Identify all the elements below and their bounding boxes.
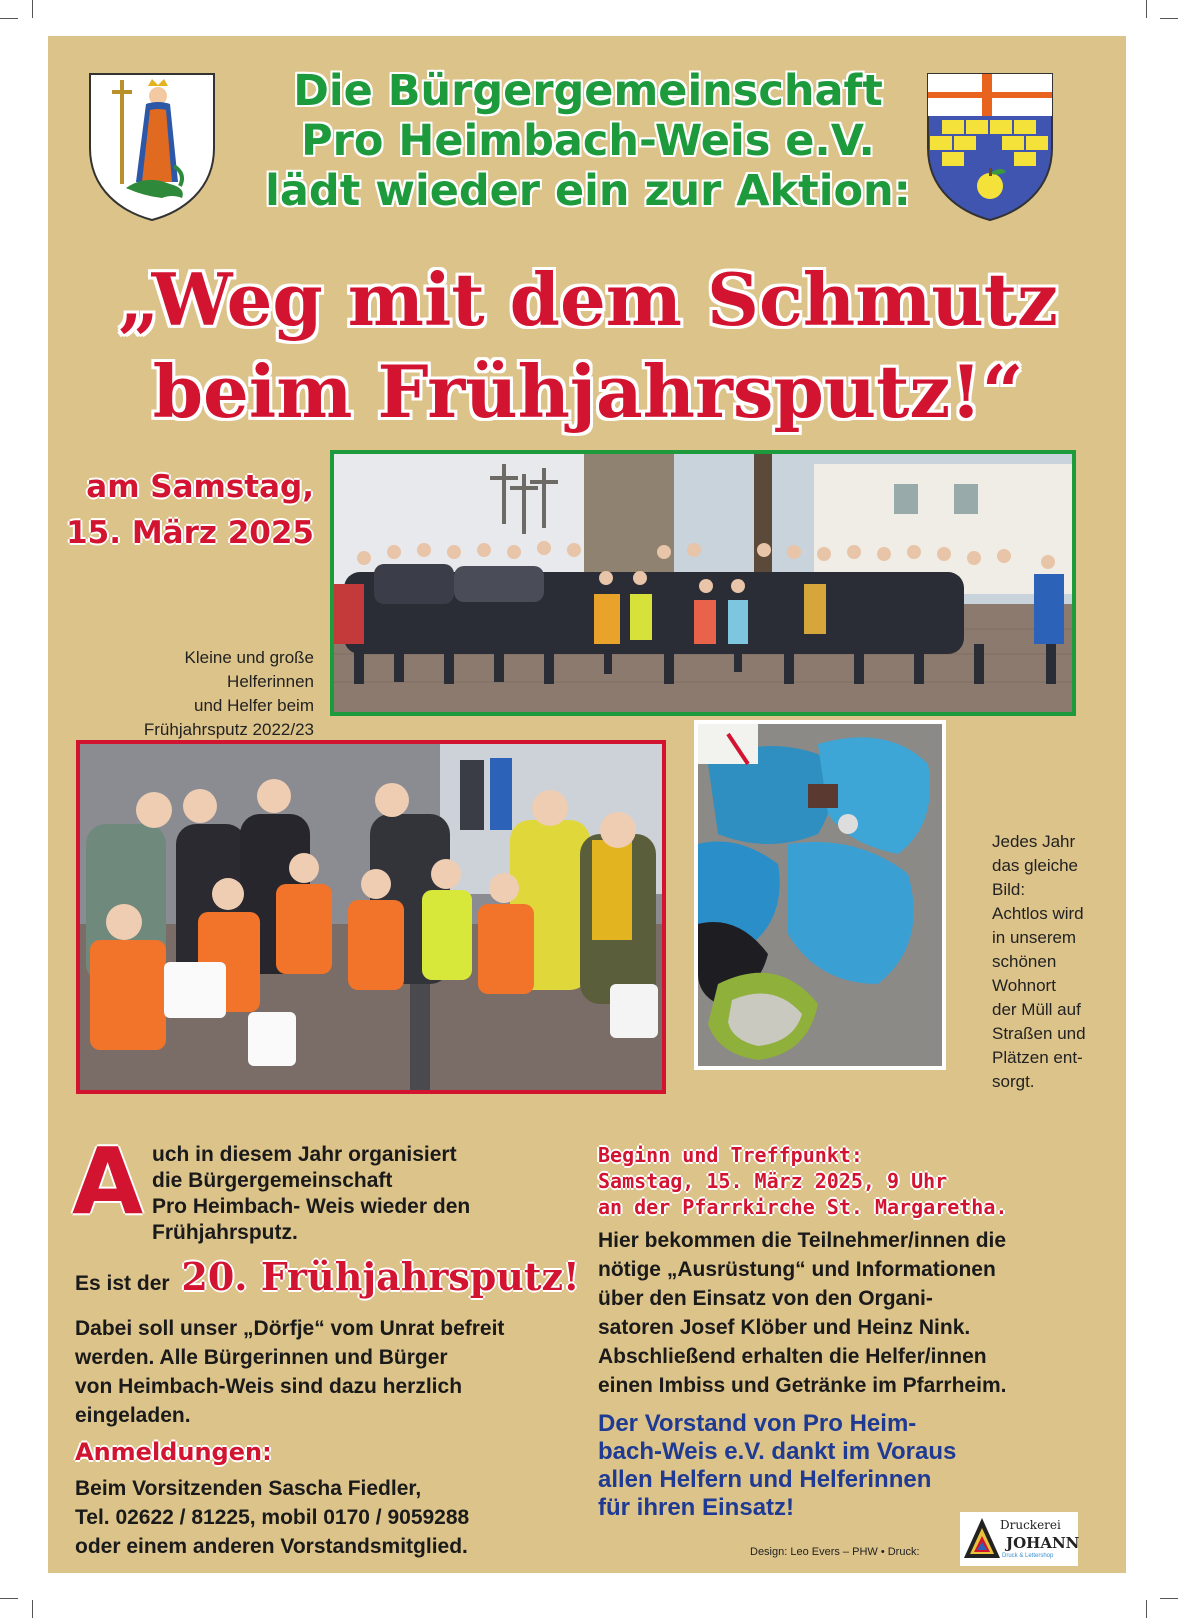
invitation-line: eingeladen.: [75, 1404, 191, 1427]
caption-line: und Helfer beim: [193, 696, 314, 715]
intro-line: die Bürgergemeinschaft: [152, 1169, 393, 1192]
invitation-line: von Heimbach-Weis sind dazu herzlich: [75, 1375, 463, 1398]
caption-line: Jedes Jahr: [992, 832, 1076, 851]
edition-highlight: 20. Frühjahrsputz!: [181, 1254, 580, 1299]
crop-mark: [32, 1600, 33, 1618]
organizer-line: Die Bürgergemeinschaft: [293, 66, 883, 116]
caption-line: Achtlos wird: [992, 904, 1084, 923]
thanks-line: Der Vorstand von Pro Heim-: [598, 1410, 917, 1437]
details-line: Hier bekommen die Teilnehmer/innen die: [598, 1229, 1007, 1252]
intro-line: Frühjahrsputz.: [152, 1221, 298, 1244]
details-line: nötige „Ausrüstung“ und Informationen: [598, 1258, 996, 1281]
group-photo-caption: [108, 646, 314, 742]
edition-prefix: Es ist der: [75, 1272, 170, 1295]
organizer-line: Pro Heimbach-Weis e.V.: [301, 116, 875, 166]
printer-name-line3: Druck & Lettershop: [1002, 1553, 1054, 1559]
thanks-line: für ihren Einsatz!: [598, 1494, 795, 1521]
caption-line: Plätzen ent-: [992, 1048, 1083, 1067]
caption-line: der Müll auf: [992, 1000, 1081, 1019]
invitation-line: Dabei soll unser „Dörfje“ vom Unrat befreit: [75, 1317, 505, 1340]
crop-mark: [0, 18, 18, 19]
printer-logo: [960, 1512, 1078, 1566]
thanks-line: bach-Weis e.V. dankt im Voraus: [598, 1438, 957, 1465]
caption-line: das gleiche: [992, 856, 1079, 875]
printer-triangle-icon: [962, 1514, 1002, 1564]
caption-line: sorgt.: [992, 1072, 1035, 1091]
poster: [48, 36, 1126, 1573]
caption-line: schönen: [992, 952, 1057, 971]
caption-line: Straßen und: [992, 1024, 1086, 1043]
registration-line: oder einem anderen Vorstandsmitglied.: [75, 1535, 468, 1558]
caption-line: Frühjahrsputz 2022/23: [143, 720, 314, 739]
children-photo-illustration: [80, 744, 662, 1090]
thanks-line: allen Helfern und Helferinnen: [598, 1466, 932, 1493]
crop-mark: [1146, 0, 1147, 18]
meeting-line: Samstag, 15. März 2025, 9 Uhr: [598, 1169, 948, 1193]
registration-line: Tel. 02622 / 81225, mobil 0170 / 9059288: [75, 1506, 470, 1529]
invitation-text: [75, 1314, 575, 1430]
event-headline: [68, 254, 1108, 438]
group-photo-illustration: [334, 454, 1072, 712]
crop-mark: [32, 0, 33, 18]
heimbach-coat-of-arms-icon: [86, 70, 218, 222]
crop-mark: [1160, 1598, 1178, 1599]
edition-line: [75, 1254, 580, 1299]
details-line: satoren Josef Klöber und Heinz Nink.: [598, 1316, 971, 1339]
intro-line: Pro Heimbach- Weis wieder den: [152, 1195, 471, 1218]
meeting-line: Beginn und Treffpunkt:: [598, 1143, 863, 1167]
trash-bags-photo: [694, 720, 946, 1070]
intro-text: [152, 1142, 582, 1246]
organizer-line: lädt wieder ein zur Aktion:: [265, 166, 911, 216]
crop-mark: [1146, 1600, 1147, 1618]
trash-photo-illustration: [698, 724, 942, 1066]
registration-heading: Anmeldungen:: [75, 1438, 272, 1466]
caption-line: Kleine und große: [184, 648, 314, 667]
trash-photo-caption: [992, 830, 1122, 1094]
caption-line: in unserem: [992, 928, 1077, 947]
crop-mark: [1160, 18, 1178, 19]
details-line: Abschließend erhalten die Helfer/innen: [598, 1345, 987, 1368]
headline-line: „Weg mit dem Schmutz: [118, 257, 1058, 342]
thank-you-text: [598, 1410, 1068, 1522]
details-line: einen Imbiss und Getränke im Pfarrheim.: [598, 1374, 1007, 1397]
caption-line: Bild:: [992, 880, 1026, 899]
caption-line: Wohnort: [992, 976, 1056, 995]
invitation-line: werden. Alle Bürgerinnen und Bürger: [75, 1346, 448, 1369]
meeting-point: [598, 1142, 1008, 1220]
details-line: über den Einsatz von den Organi-: [598, 1287, 933, 1310]
organizer-heading: [208, 66, 968, 216]
design-credit: Design: Leo Evers – PHW • Druck:: [750, 1546, 920, 1558]
printer-name-line1: Druckerei: [1000, 1518, 1061, 1532]
drop-cap: A: [72, 1128, 144, 1235]
meeting-line: an der Pfarrkirche St. Margaretha.: [598, 1195, 1008, 1219]
group-photo: [330, 450, 1076, 716]
registration-text: [75, 1474, 595, 1561]
intro-line: uch in diesem Jahr organisiert: [152, 1143, 457, 1166]
crop-mark: [0, 1598, 18, 1599]
event-details: [598, 1226, 1098, 1400]
registration-line: Beim Vorsitzenden Sascha Fiedler,: [75, 1477, 422, 1500]
children-helpers-photo: [76, 740, 666, 1094]
printer-name-line2: JOHANN: [1006, 1534, 1080, 1552]
date-line: am Samstag,: [86, 469, 314, 505]
date-line: 15. März 2025: [66, 515, 314, 551]
event-date: [58, 464, 314, 556]
headline-line: beim Frühjahrsputz!“: [152, 349, 1024, 434]
caption-line: Helferinnen: [227, 672, 314, 691]
